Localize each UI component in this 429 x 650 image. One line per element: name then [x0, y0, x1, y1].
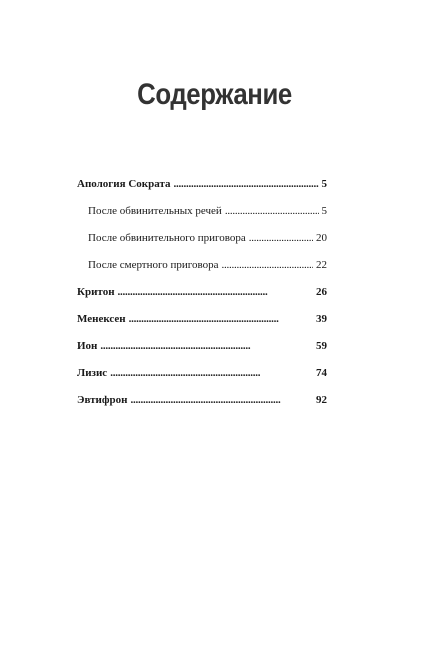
toc-entry-page: 74 [316, 367, 327, 379]
toc-entry-label: Лизис [77, 367, 108, 379]
dot-leader [118, 286, 313, 298]
dot-leader [225, 205, 319, 217]
toc-entry-apology[interactable] [77, 178, 327, 196]
dot-leader [249, 232, 313, 244]
dot-leader [100, 340, 313, 352]
toc-entry-page: 5 [321, 178, 327, 190]
toc-entry-after-guilty-verdict[interactable] [77, 232, 327, 250]
toc-entry-label: После обвинительных речей [88, 205, 222, 217]
dot-leader [110, 367, 313, 379]
toc-entry-page: 20 [316, 232, 327, 244]
toc-entry-lysis[interactable] [77, 367, 327, 385]
toc-entry-label: После обвинительного приговора [88, 232, 246, 244]
toc-entry-after-accusation-speeches[interactable] [77, 205, 327, 223]
dot-leader [130, 394, 313, 406]
toc-entry-page: 39 [316, 313, 327, 325]
dot-leader [129, 313, 313, 325]
toc-entry-page: 59 [316, 340, 327, 352]
page-title: Содержание [137, 78, 292, 111]
toc-entry-label: Критон [77, 286, 115, 298]
toc-entry-after-death-sentence[interactable] [77, 259, 327, 277]
toc-entry-label: Эвтифрон [77, 394, 128, 406]
toc-entry-label: После смертного приговора [88, 259, 219, 271]
toc-entry-ion[interactable] [77, 340, 327, 358]
toc-entry-label: Менексен [77, 313, 126, 325]
toc-entry-page: 92 [316, 394, 327, 406]
dot-leader [222, 259, 314, 271]
toc-entry-label: Апология Сократа [77, 178, 171, 190]
toc-entry-page: 26 [316, 286, 327, 298]
toc-entry-crito[interactable] [77, 286, 327, 304]
toc-entry-menexenus[interactable] [77, 313, 327, 331]
toc-entry-page: 5 [321, 205, 327, 217]
toc-entry-euthyphro[interactable] [77, 394, 327, 412]
toc-entry-page: 22 [316, 259, 327, 271]
toc-entry-label: Ион [77, 340, 98, 352]
dot-leader [174, 178, 319, 190]
table-of-contents [77, 178, 327, 421]
